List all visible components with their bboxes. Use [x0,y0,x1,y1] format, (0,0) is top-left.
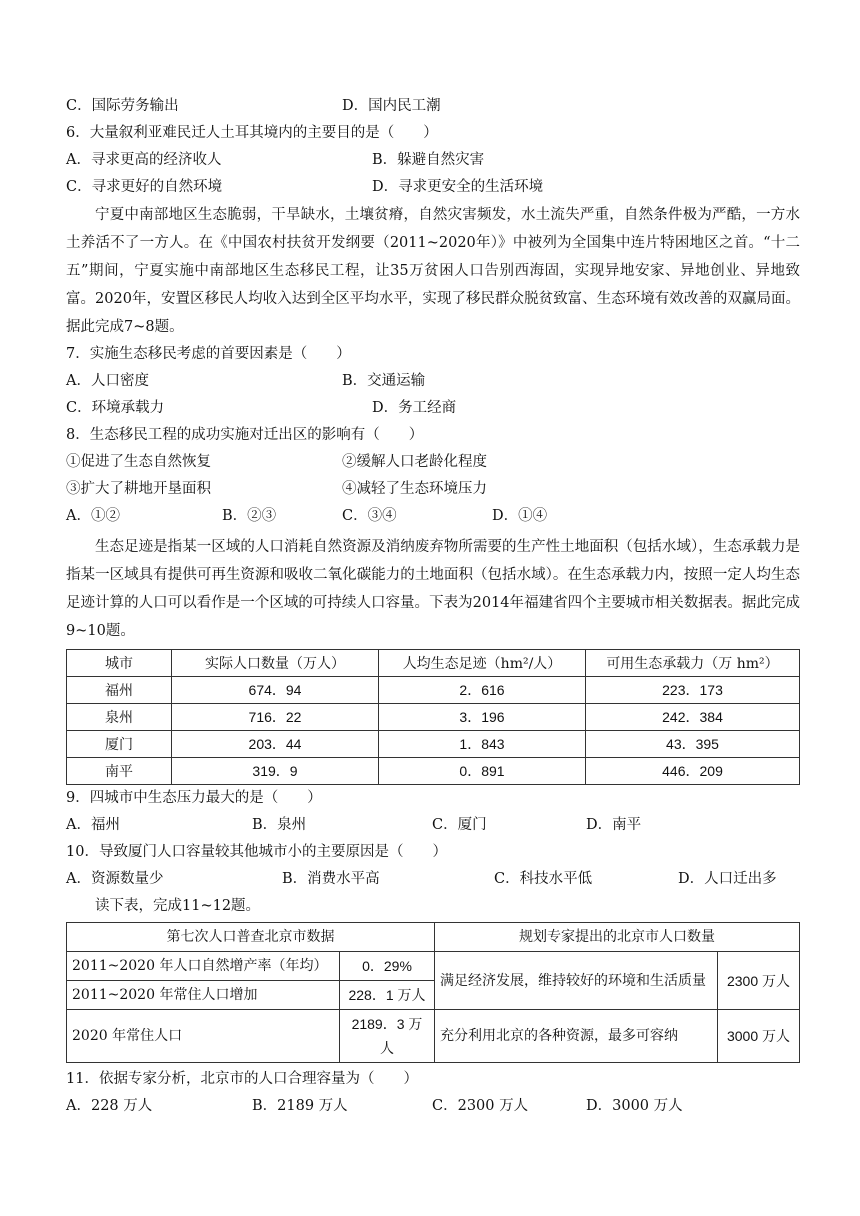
q8-option-a: A．①② [66,508,120,524]
table-header-census: 第七次人口普查北京市数据 [67,923,435,952]
q11-option-a: A．228 万人 [66,1098,153,1114]
table-cell-capacity: 242．384 [586,704,800,731]
q9-stem: 9．四城市中生态压力最大的是（ ） [66,790,322,806]
passage-ecological-footprint: 生态足迹是指某一区域的人口消耗自然资源及消纳废弃物所需要的生产性土地面积（包括水域），生态承载力是指某一区域具有提供可再生资源和吸收二氧化碳能力的土地面积（包括水域）。在生态承载力内，按照一定人均生态足迹计算的人口可以看作是一个区域的可持续人口容量。下表为2014年福建省四个主要城市相关数据表。据此完成9~10题。 [66,539,800,639]
table-header-capacity: 可用生态承载力（万 hm²） [586,650,800,677]
q8-statements-12 [66,449,800,476]
table-header-population: 实际人口数量（万人） [172,650,379,677]
q10-option-c: C．科技水平低 [494,871,593,887]
q7-option-c: C．环境承载力 [66,400,165,416]
q6-options-ab [66,147,800,174]
table-cell-capacity: 223．173 [586,677,800,704]
table-cell-city: 厦门 [67,731,172,758]
q5-option-d: D．国内民工潮 [342,98,441,114]
table-cell-footprint: 1．843 [379,731,586,758]
table-cell-city: 福州 [67,677,172,704]
q10-stem: 10．导致厦门人口容量较其他城市小的主要原因是（ ） [66,844,447,860]
table-header-row [67,650,800,677]
q7-option-b: B．交通运输 [342,373,426,389]
q6-options-cd [66,174,800,201]
q10-options [66,866,800,893]
q5-options-cd [66,93,800,120]
q9-option-a: A．福州 [66,817,120,833]
q10-option-b: B．消费水平高 [282,871,380,887]
q9-options [66,812,800,839]
table-header-experts: 规划专家提出的北京市人口数量 [435,923,800,952]
exam-page [66,93,800,1120]
q8-stem: 8．生态移民工程的成功实施对迁出区的影响有（ ） [66,427,424,443]
table-row [67,704,800,731]
q7-option-d: D．务工经商 [372,400,457,416]
q9-option-c: C．厦门 [432,817,487,833]
table-row [67,1010,800,1063]
table-cell-footprint: 3．196 [379,704,586,731]
table-cell-capacity: 43．395 [586,731,800,758]
intro-q11-12: 读下表，完成11~12题。 [95,898,261,914]
q6-option-a: A．寻求更高的经济收人 [66,152,222,168]
q7-option-a: A．人口密度 [66,373,149,389]
table-row [67,731,800,758]
q10-option-d: D．人口迁出多 [678,871,777,887]
q8-statements-34 [66,476,800,503]
table-cell-label: 2011~2020 年人口自然增产率（年均） [67,952,340,981]
q11-stem: 11．依据专家分析，北京市的人口合理容量为（ ） [66,1071,418,1087]
q9-option-d: D．南平 [586,817,642,833]
table-cell-population: 674．94 [172,677,379,704]
table-cell-value: 3000 万人 [718,1010,800,1063]
q8-statement-1: ①促进了生态自然恢复 [66,454,211,470]
q11-option-b: B．2189 万人 [252,1098,348,1114]
table-cell-city: 南平 [67,758,172,785]
table-cell-label: 充分利用北京的各种资源，最多可容纳 [435,1010,718,1063]
table-cell-capacity: 446．209 [586,758,800,785]
q8-options [66,503,800,530]
q10-option-a: A．资源数量少 [66,871,164,887]
table-row [67,952,800,981]
beijing-population-table [66,922,800,1063]
q11-option-c: C．2300 万人 [432,1098,529,1114]
q7-options-ab [66,368,800,395]
table-row [67,758,800,785]
table-row [67,677,800,704]
table-header-row [67,923,800,952]
table-cell-label: 2020 年常住人口 [67,1010,340,1063]
q8-statement-4: ④减轻了生态环境压力 [342,481,487,497]
q5-option-c: C．国际劳务输出 [66,98,179,114]
table-cell-population: 716．22 [172,704,379,731]
table-cell-population: 319．9 [172,758,379,785]
fujian-cities-table [66,649,800,785]
q8-option-c: C．③④ [342,508,397,524]
table-cell-footprint: 2．616 [379,677,586,704]
table-header-footprint: 人均生态足迹（hm²/人） [379,650,586,677]
table-cell-value: 2300 万人 [718,952,800,1010]
table-cell-label: 2011~2020 年常住人口增加 [67,981,340,1010]
table-cell-value: 228．1 万人 [340,981,435,1010]
table-cell-label: 满足经济发展，维持较好的环境和生活质量 [435,952,718,1010]
q9-option-b: B．泉州 [252,817,307,833]
passage-ningxia: 宁夏中南部地区生态脆弱，干旱缺水，土壤贫瘠，自然灾害频发，水土流失严重，自然条件极为严酷，一方水土养活不了一方人。在《中国农村扶贫开发纲要（2011~2020年）》中被列为全国集中连片特困地区之首。“十二五”期间，宁夏实施中南部地区生态移民工程，让35万贫困人口告别西海固，实现异地安家、异地创业、异地致富。2020年，安置区移民人均收入达到全区平均水平，实现了移民群众脱贫致富、生态环境有效改善的双赢局面。据此完成7~8题。 [66,207,800,335]
q6-stem: 6．大量叙利亚难民迁人土耳其境内的主要目的是（ ） [66,125,438,141]
q11-option-d: D．3000 万人 [586,1098,683,1114]
q8-statement-3: ③扩大了耕地开垦面积 [66,481,211,497]
q8-option-d: D．①④ [492,508,548,524]
table-header-city: 城市 [67,650,172,677]
q8-statement-2: ②缓解人口老龄化程度 [342,454,487,470]
q6-option-d: D．寻求更安全的生活环境 [372,179,544,195]
q7-stem: 7．实施生态移民考虑的首要因素是（ ） [66,346,351,362]
q11-options [66,1093,800,1120]
q8-option-b: B．②③ [222,508,277,524]
q6-option-c: C．寻求更好的自然环境 [66,179,223,195]
q6-option-b: B．躲避自然灾害 [372,152,485,168]
q7-options-cd [66,395,800,422]
table-cell-value: 2189．3 万人 [340,1010,435,1063]
table-cell-population: 203．44 [172,731,379,758]
table-cell-city: 泉州 [67,704,172,731]
table-cell-footprint: 0．891 [379,758,586,785]
table-cell-value: 0．29% [340,952,435,981]
